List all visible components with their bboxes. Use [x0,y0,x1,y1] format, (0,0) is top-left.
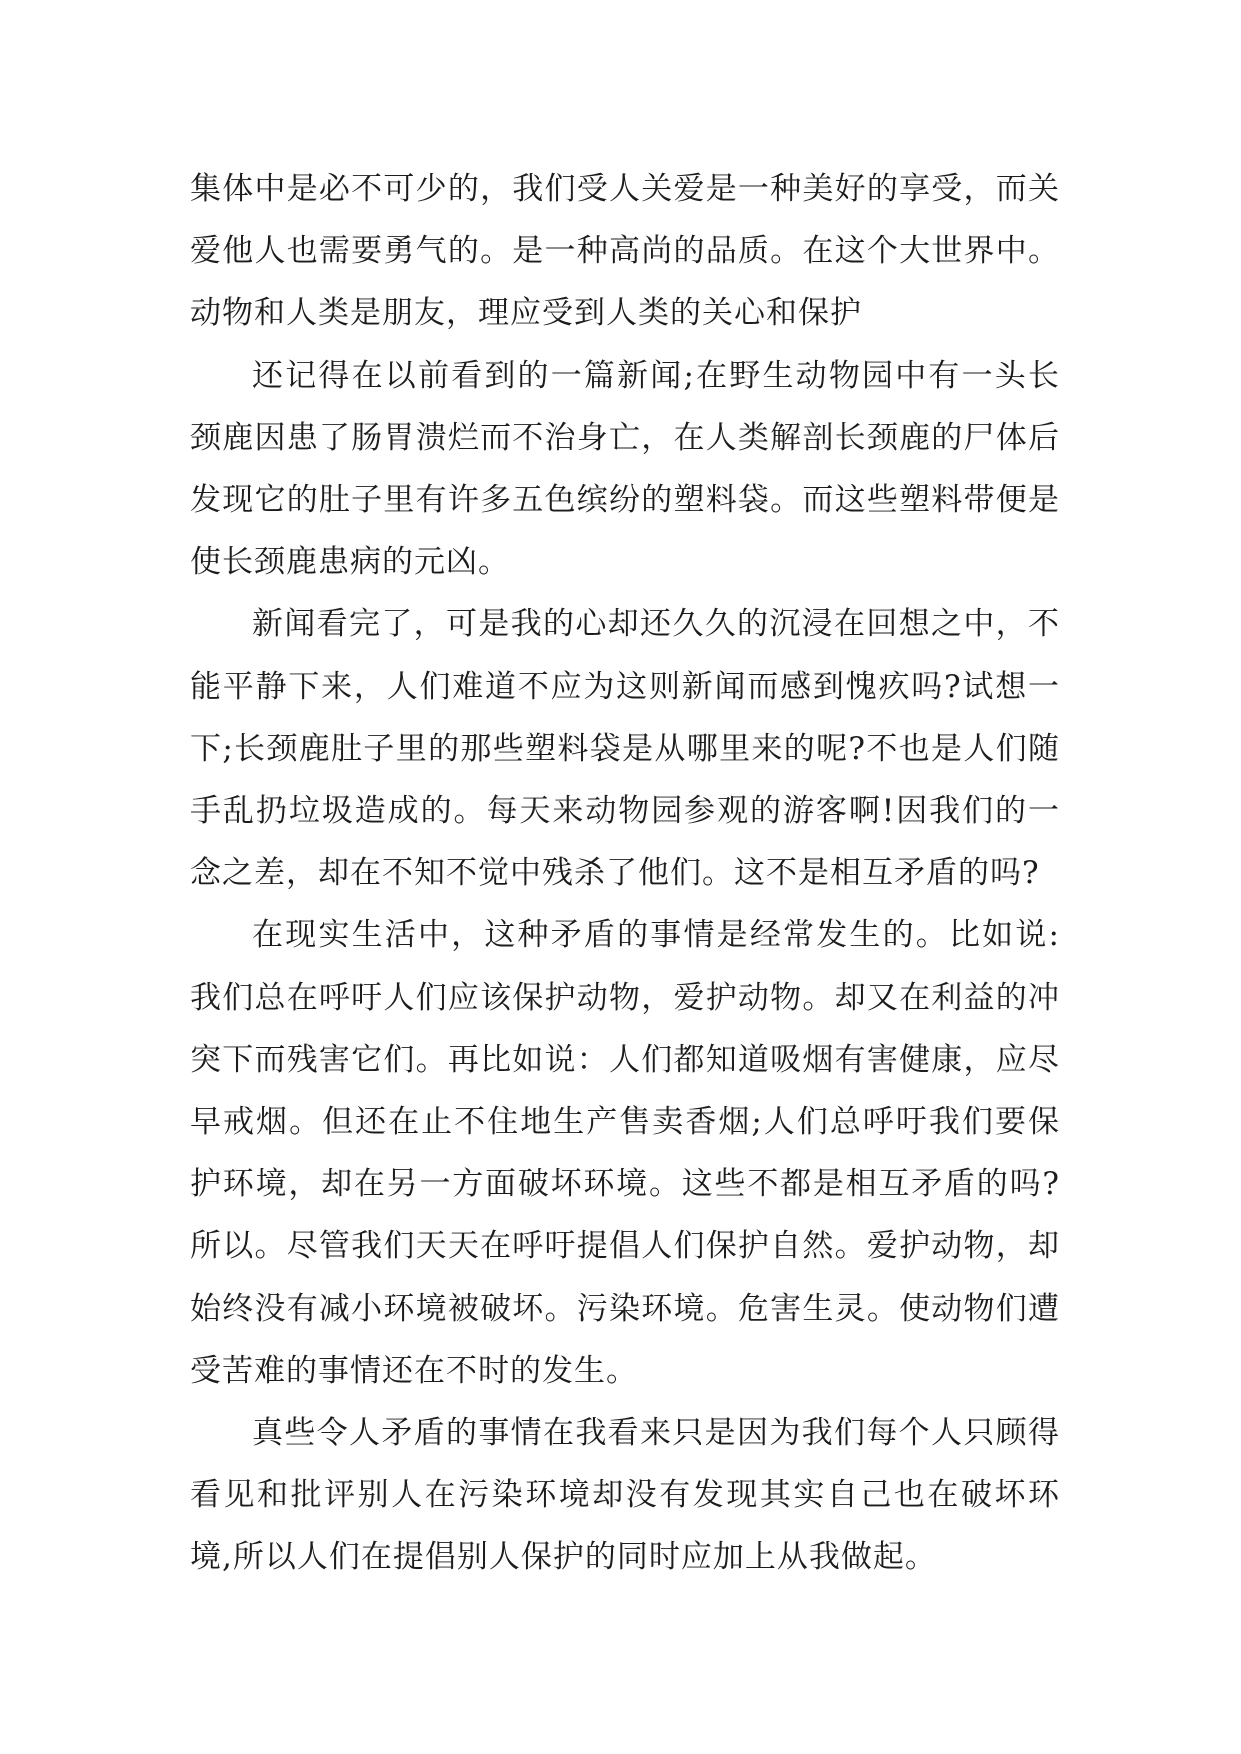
paragraph-2: 还记得在以前看到的一篇新闻;在野生动物园中有一头长颈鹿因患了肠胃溃烂而不治身亡，在人类解剖长颈鹿的尸体后发现它的肚子里有许多五色缤纷的塑料袋。而这些塑料带便是使长颈鹿患病的元凶。 [190,357,1060,581]
paragraph-5: 真些令人矛盾的事情在我看来只是因为我们每个人只顾得看见和批评别人在污染环境却没有发现其实自己也在破坏环境,所以人们在提倡别人保护的同时应加上从我做起。 [190,1415,1060,1576]
paragraph-3: 新闻看完了，可是我的心却还久久的沉浸在回想之中，不能平静下来，人们难道不应为这则新闻而感到愧疚吗?试想一下;长颈鹿肚子里的那些塑料袋是从哪里来的呢?不也是人们随手乱扔垃圾造成的。每天来动物园参观的游客啊!因我们的一念之差，却在不知不觉中残杀了他们。这不是相互矛盾的吗? [190,606,1060,892]
paragraph-4: 在现实生活中，这种矛盾的事情是经常发生的。比如说:我们总在呼吁人们应该保护动物，爱护动物。却又在利益的冲突下而残害它们。再比如说：人们都知道吸烟有害健康，应尽早戒烟。但还在止不住地生产售卖香烟;人们总呼吁我们要保护环境，却在另一方面破坏环境。这些不都是相互矛盾的吗?所以。尽管我们天天在呼吁提倡人们保护自然。爱护动物，却始终没有减小环境被破坏。污染环境。危害生灵。使动物们遭受苦难的事情还在不时的发生。 [190,917,1060,1389]
paragraph-1: 集体中是必不可少的，我们受人关爱是一种美好的享受，而关爱他人也需要勇气的。是一种高尚的品质。在这个大世界中。动物和人类是朋友，理应受到人类的关心和保护 [190,171,1060,332]
document-body [190,158,1060,1589]
